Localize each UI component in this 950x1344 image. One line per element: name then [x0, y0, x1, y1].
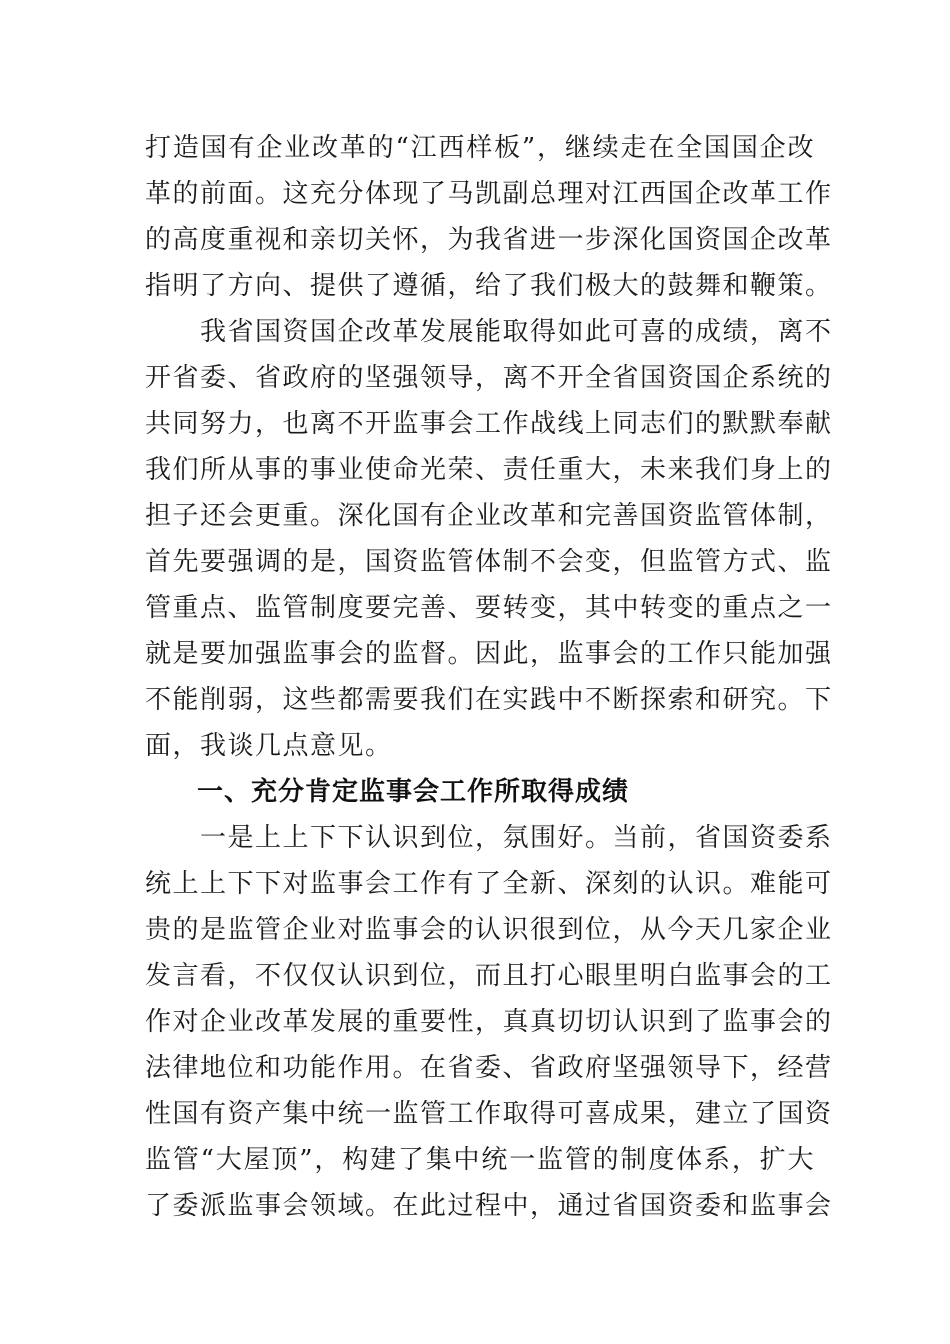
text-line: 担子还会更重。深化国有企业改革和完善国资监管体制，	[145, 501, 833, 531]
text-line: 指明了方向、提供了遵循，给了我们极大的鼓舞和鞭策。	[145, 271, 833, 301]
text-line: 我们所从事的事业使命光荣、责任重大，未来我们身上的	[145, 455, 833, 485]
text-line: 管重点、监管制度要完善、要转变，其中转变的重点之一	[145, 593, 833, 623]
section-heading: 一、充分肯定监事会工作所取得成绩	[197, 777, 630, 807]
text-line: 共同努力，也离不开监事会工作战线上同志们的默默奉献	[145, 409, 833, 439]
text-line: 的高度重视和亲切关怀，为我省进一步深化国资国企改革	[145, 225, 833, 255]
text-line: 面，我谈几点意见。	[145, 731, 393, 761]
text-line: 革的前面。这充分体现了马凯副总理对江西国企改革工作	[145, 179, 833, 209]
text-line: 一是上上下下认识到位，氛围好。当前，省国资委系	[145, 823, 833, 853]
text-line: 法律地位和功能作用。在省委、省政府坚强领导下，经营	[145, 1053, 833, 1083]
text-line: 性国有资产集中统一监管工作取得可喜成果，建立了国资	[145, 1099, 833, 1129]
text-line: 就是要加强监事会的监督。因此，监事会的工作只能加强	[145, 639, 833, 669]
text-line: 统上上下下对监事会工作有了全新、深刻的认识。难能可	[145, 869, 833, 899]
text-line: 首先要强调的是，国资监管体制不会变，但监管方式、监	[145, 547, 833, 577]
text-line: 不能削弱，这些都需要我们在实践中不断探索和研究。下	[145, 685, 833, 715]
text-line: 监管“大屋顶”，构建了集中统一监管的制度体系，扩大	[145, 1145, 815, 1175]
text-line: 开省委、省政府的坚强领导，离不开全省国资国企系统的	[145, 363, 833, 393]
text-line: 作对企业改革发展的重要性，真真切切认识到了监事会的	[145, 1007, 833, 1037]
text-line: 发言看，不仅仅认识到位，而且打心眼里明白监事会的工	[145, 961, 833, 991]
text-line: 了委派监事会领域。在此过程中，通过省国资委和监事会	[145, 1191, 833, 1221]
text-line: 打造国有企业改革的“江西样板”，继续走在全国国企改	[145, 133, 815, 163]
text-line: 贵的是监管企业对监事会的认识很到位，从今天几家企业	[145, 915, 833, 945]
text-line: 我省国资国企改革发展能取得如此可喜的成绩，离不	[145, 317, 833, 347]
